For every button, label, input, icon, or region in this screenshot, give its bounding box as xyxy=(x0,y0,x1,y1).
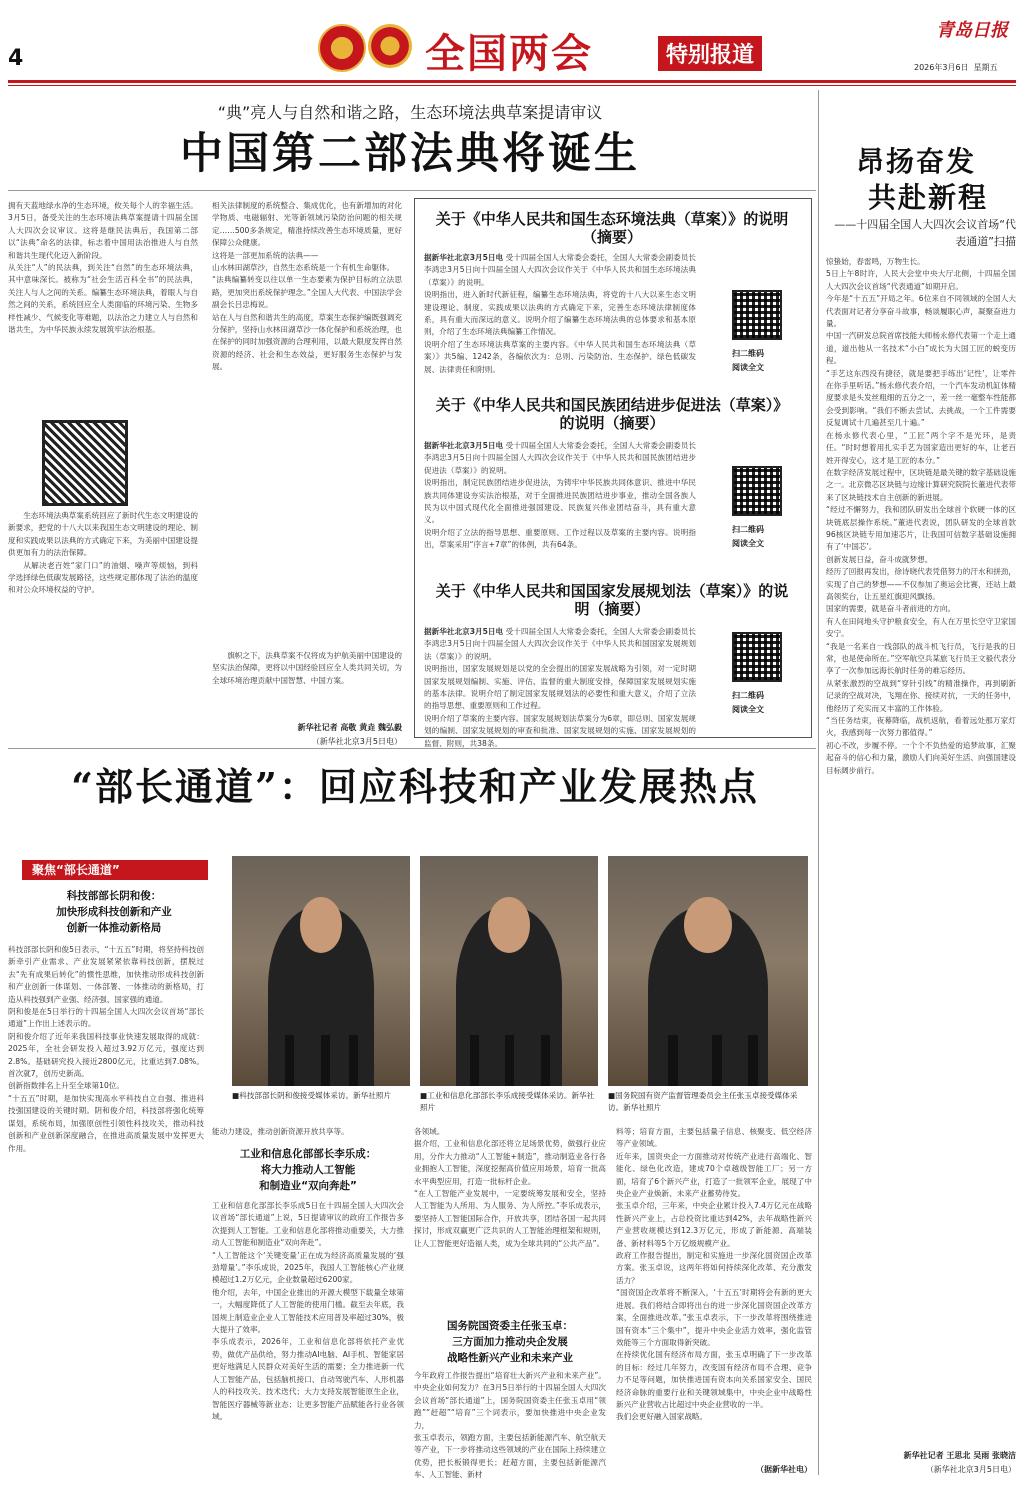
story3-title-line: 战略性新兴产业和未来产业 xyxy=(447,1352,573,1364)
face-shape xyxy=(684,897,732,952)
explanation-1-title: 关于《中华人民共和国生态环境法典（草案）》的说明（摘要） xyxy=(435,210,789,246)
page-number: 4 xyxy=(8,46,24,71)
microphone-icon xyxy=(541,1035,550,1086)
explanation-1-text: 受十四届全国人大常委会委托，全国人大常委会副委员长李鸿忠3月5日向十四届全国人大四次会议作关于《中华人民共和国生态环境法典（草案）》的说明。 说明指出，进入新时代新征程，编纂生态环境法典，将党的十八大以来生态文明建设理论、制度、实践成果以法典的方式确定下来，完善生态环境法律制度体系，具有重大而深远的意义。说明介绍了编纂生态环境法典的总体要求和基本原则，介绍了生态环境法典编纂工作情况。 说明介绍了生态环境法典草案的主要内容。《中华人民共和国生态环境法典（草案）》共5编、1242条，各编依次为：总则、污染防治、生态保护、绿色低碳发展、法律责任和附则。 xyxy=(424,253,696,374)
cppcc-emblem-icon xyxy=(368,24,412,68)
face-shape xyxy=(488,897,531,952)
story2-title xyxy=(212,1146,404,1194)
masthead-rule-thin xyxy=(8,85,1016,86)
microphone-icon xyxy=(321,1035,330,1086)
explanation-3-lead: 据新华社北京3月5日电 xyxy=(424,627,504,636)
section-title: 全国两会 xyxy=(425,30,593,77)
story1-title-line: 科技部部长阴和俊： xyxy=(66,890,162,902)
lead-column-1: 拥有天蓝地绿水净的生态环境，攸关每个人的幸福生活。 3月5日，备受关注的生态环境法典草案提请十四届全国人大四次会议审议。这将是继民法典后，我国第二部以“法典”命名的法律，标志着中国用法治推进人与自然和谐共生现代化迈入新阶段。 从关注“人”的民法典，到关注“自然”的生态环境法典，其中意味深长。被称为“社会生活百科全书”的民法典，关注人与人之间的关系。编纂生态环境法典，着眼人与自然之间的关系，系统回应全人类面临的环境污染、生物多样性减少、气候变化等难题，以法治之力建立人与自然和谐共生，为中华民族永续发展筑牢法治根基。 xyxy=(8,201,198,335)
national-emblem-icon xyxy=(318,24,366,72)
explanation-1-lead: 据新华社北京3月5日电 xyxy=(424,253,504,262)
explanation-2-body xyxy=(424,440,696,570)
story2-title-line: 和制造业“双向奔赴” xyxy=(259,1180,357,1192)
microphone-icon xyxy=(668,1035,678,1086)
story3-continued: 料等；培育方面，主要包括量子信息、核聚变、低空经济等产业领域。 近年来，国资央企一方面推动对传统产业进行高端化、智能化、绿色化改造，建成70个卓越级智能工厂；另一方面，培育了6个新兴产业，打造了一批领军企业，展现了中央企业产业焕新、未来产业蓄势待发。 张玉卓介绍，三年来，中央企业累计投入7.4万亿元在战略性新兴产业上，占总投资比重达到42%，去年战略性新兴产业营收规模达到12.3万亿元，形成了新能源、高端装备、新材料等5个万亿级规模产业。 政府工作报告提出，制定和实施进一步深化国资国企改革方案。张玉卓说，这两年将如何持续深化改革、充分激发活力？ “国资国企改革将不断深入，‘十五五’时期将会有新的更大进展。我们将结合即将出台的进一步深化国资国企改革方案，全面推进改革。”张玉卓表示，下一步改革将围绕推进国有资本“三个集中”，提升中央企业活力效率，强化监管效能等三个方面取得新突破。 在持续优化国有经济布局方面，张玉卓明确了下一步改革的目标：经过几年努力，改变国有经济布局不合理、竞争力不足等问题，加快推进国有资本向关系国家安全、国民经济命脉的重要行业和关键领域集中，中央企业中战略性新兴产业营收占比超过中央企业营收的一半。 我们会更好融入国家战略。 xyxy=(616,1127,812,1422)
lead-dateline: （新华社北京3月5日电） xyxy=(311,737,402,746)
photo-caption: ■科技部部长阴和俊接受媒体采访。新华社照片 xyxy=(232,1091,392,1100)
microphone-icon xyxy=(505,1035,514,1086)
special-label: 特别报道 xyxy=(658,36,762,71)
explanation-2-title: 关于《中华人民共和国民族团结进步促进法（草案）》的说明（摘要） xyxy=(435,396,789,432)
sidebar-divider xyxy=(818,90,819,1475)
lead-column-2: 相关法律制度的系统整合、集成优化，也有新增加的对化学物质、电磁辐射、光等新领域污染防治问题的相关规定……500多条规定，精准持续改善生态环境质量，更好保障公众健康。 这将是一部更加系统的法典—— 山水林田湖草沙，自然生态系统是一个有机生命躯体。 “法典编纂转变以往以单一生态要素为保护目标的立法思路，更加突出系统保护理念。”全国人大代表、中国法学会副会长吕忠梅说。 站在人与自然和谐共生的高度，草案生态保护编既强调充分保护，坚持山水林田湖草沙一体化保护和系统治理，也在保护的同时加强资源的合理利用，以最大限度发挥自然资源的经济、社会和生态效益，更好服务生态保护与发展。 xyxy=(212,201,402,372)
qr-label: 扫二维码 xyxy=(732,349,764,358)
sidebar-dateline: （新华社北京3月5日电） xyxy=(925,1465,1016,1474)
explanation-1-body xyxy=(424,252,696,386)
story2-title-line: 工业和信息化部部长李乐成： xyxy=(239,1148,377,1160)
story2-lead-line: 能动力建设，推动创新资源开放共享等。 xyxy=(212,1127,349,1136)
qr-code-icon xyxy=(732,632,782,682)
qr-label: 阅读全文 xyxy=(732,705,764,714)
story2-body: 工业和信息化部部长李乐成5日在十四届全国人大四次会议首场“部长通道”上说，5日提请审议的政府工作报告多次提到人工智能。工业和信息化部将推动重要关，大力推动人工智能和制造业“双向奔赴”。 “人工智能这个‘关键变量’正在成为经济高质量发展的‘强劲增量’。”李乐成说，2025年，我国人工智能核心产业规模超过1.2万亿元，企业数量超过6200家。 他介绍，去年，中国企业推出的开源大模型下载量全球第一，大幅度降低了人工智能的使用门槛。截至去年底，我国规上制造业企业人工智能技术应用普及率超过30%，极大提升了效率。 李乐成表示，2026年，工业和信息化部将依托产业优势，做优产品供给，努力推动AI电脑、AI手机、智能家居更好地满足人民群众对美好生活的需要；全力推进新一代人工智能产品，包括脑机接口、自动驾驶汽车、人形机器人的科技攻关、技术迭代；大力支持发展智能原生企业，智能医疗器械等新业态；让更多智能产品赋能各行业各领域。 xyxy=(212,1201,404,1421)
photo-caption: ■工业和信息化部部长李乐成接受媒体采访。新华社照片 xyxy=(420,1091,595,1112)
lead-column-1b: 生态环境法典草案系统回应了新时代生态文明建设的新要求，把党的十八大以来我国生态文明建设的理论、制度和实践成果以法典的方式确定下来，为美丽中国建设提供更加有力的法治保障。 从解决老百姓“家门口”的油烟、噪声等烦恼，到科学选择绿色低碳发展路径，这些规定都体现了法治的温度和对公众环境权益的守护。 xyxy=(8,511,198,595)
explanation-3-text: 受十四届全国人大常委会委托，全国人大常委会副委员长李鸿忠3月5日向十四届全国人大四次会议作关于《中华人民共和国国家发展规划法（草案）》的说明。 说明指出，国家发展规划是以党的全会提出的国家发展战略为引领，对一定时期国家发展规划编制、实施、评估、监督的重大制度安排，保障国家发展规划实施的基本法律。说明介绍了制定国家发展规划法的必要性和重大意义，介绍了立法的指导思想、重要原则和工作过程。 说明介绍了草案的主要内容。国家发展规划法草案分为6章，即总则、国家发展规划的编制、国家发展规划的审查和批准、国家发展规划的实施、国家发展规划的监督、附则，共38条。 xyxy=(424,627,696,748)
section-tag: 聚焦“部长通道” xyxy=(22,860,208,880)
lead-byline: 新华社记者 高敬 黄垚 魏弘毅 xyxy=(297,723,402,732)
masthead-date: 2026年3月6日 星期五 xyxy=(914,63,998,72)
sidebar-headline-2: 共赴新程 xyxy=(868,181,989,214)
microphone-icon xyxy=(285,1035,294,1086)
story3-title xyxy=(414,1318,606,1366)
story3-pre: 各领域。 据介绍，工业和信息化部还将立足场景优势，做强行业应用，分作大力推动“人工智能+制造”，推动制造业各行各业拥抱人工智能，深度挖掘高价值应用场景，培育一批高水平典型应用，打造一批标杆企业。 “在人工智能产业发展中，一定要统筹发展和安全，坚持人工智能为人所用、为人服务、为人所控。”李乐成表示，要坚持人工智能国际合作，开放共享，团结各国一起共同探讨，形成双赢更广泛共识的人工智能治理框架和规则，让人工智能更好造福人类，成为全球共同的“公共产品”。 xyxy=(414,1127,606,1248)
story2-title-line: 将大力推动人工智能 xyxy=(260,1164,356,1176)
microphone-icon xyxy=(349,1035,358,1086)
explanation-3-title: 关于《中华人民共和国国家发展规划法（草案）》的说明（摘要） xyxy=(435,582,789,618)
lead-headline: 中国第二部法典将诞生 xyxy=(180,129,640,179)
masthead-rule xyxy=(8,80,1016,83)
qr-label: 阅读全文 xyxy=(732,539,764,548)
story3-body: 今年政府工作报告提出“培育壮大新兴产业和未来产业”。中央企业如何发力？在3月5日举行的十四届全国人大四次会议首场“部长通道”上，国务院国资委主任张玉卓用“领跑”“赶超”“培育”三个词表示，要加快推进中央企业发力， 张玉卓表示，领跑方面，主要包括新能源汽车、航空航天等产业，下一步将推动这些领域的产业在国际上持续建立优势，把长板锻得更长；赶超方面，主要包括新能源汽车、人工智能、新材 xyxy=(414,1371,606,1480)
sidebar-subhead: ——十四届全国人大四次会议首场“代表通道”扫描 xyxy=(834,218,1016,248)
story3-dateline: （据新华社电） xyxy=(756,1465,812,1474)
qr-label: 扫二维码 xyxy=(732,525,764,534)
minister-photo-2 xyxy=(420,856,598,1086)
story1-title-line: 创新一体推动新格局 xyxy=(66,922,162,934)
explanation-3-body xyxy=(424,626,696,748)
microphone-icon xyxy=(748,1035,758,1086)
photo-caption: ■国务院国有资产监督管理委员会主任张玉卓接受媒体采访。新华社照片 xyxy=(608,1091,798,1112)
explanation-2-lead: 据新华社北京3月5日电 xyxy=(424,441,504,450)
explanation-2-text: 受十四届全国人大常委会委托，全国人大常委会副委员长李鸿忠3月5日向十四届全国人大四次会议作关于《中华人民共和国民族团结进步促进法（草案）》的说明。 说明指出，制定民族团结进步促进法，为铸牢中华民族共同体意识、推进中华民族共同体建设夯实法治根基，对于全面推进民族团结进步事业，推动全国各族人民为以中国式现代化全面推进强国建设、民族复兴伟业团结奋斗，具有重大意义。 说明介绍了立法的指导思想、重要原则、工作过程以及草案的主要内容。说明指出，草案采用“序言+7章”的体例，共有64条。 xyxy=(424,441,696,550)
minister-photo-1 xyxy=(232,856,410,1086)
qr-label: 扫二维码 xyxy=(732,691,764,700)
story1-title-line: 加快形成科技创新和产业 xyxy=(56,906,172,918)
lead-rule xyxy=(8,190,816,191)
story1-body: 科技部部长阴和俊5日表示，“十五五”时期，将坚持科技创新牵引产业需求、产业发展紧紧依靠科技创新，摆脱过去“先有成果后转化”的惯性思维，加快推动形成科技创新和产业创新一体谋划、一体部署、一体推动的新格局，打造从科技强到产业强、经济强、国家强的通道。 阴和俊是在5日举行的十四届全国人大四次会议首场“部长通道”上作出上述表示的。 阴和俊介绍了近年来我国科技事业快速发展取得的成就：2025年，全社会研发投入超过3.92万亿元，强度达到2.8%。基础研究投入接近2800亿元，比重达到7.08%。首次就7，创历史新高。 创新指数排名上升至全球第10位。 “十五五”时期，是加快实现高水平科技自立自强、推进科技强国建设的关键时期。阴和俊介绍，科技部将强化统筹谋划，系统布局，加强原创性引领性科技攻关，推动科技创新和产业创新深度融合，在推进高质量发展中发挥更大作用。 xyxy=(8,945,204,1153)
minister-photo-3 xyxy=(608,856,808,1086)
lead-kicker: “典”亮人与自然和谐之路，生态环境法典草案提请审议 xyxy=(217,103,603,122)
microphone-icon xyxy=(712,1035,722,1086)
sidebar-body: 惊蛰始，春雷鸣，万物生长。 5日上午8时许，人民大会堂中央大厅北侧，十四届全国人大四次会议首场“代表通道”如期开启。 今年是“十五五”开局之年。6位来自不同领域的全国人大代表面对记者分享奋斗故事，畅谈履职心声，凝聚奋进力量。 中国一汽研发总院首席技能大师杨永修代表第一个走上通道，道出他从一名技术“小白”成长为大国工匠的蜕变历程。 “手艺这东西没有捷径，就是要把手练出‘记性’，让零件在你手里听话。”杨永修代表介绍，一个汽车发动机缸体精度要求是头发丝粗细的五分之一，差一丝一毫整车性能都会受到影响。“我们不断去尝试、去挑战，一个工件需要反复调试十几遍甚至几十遍。” 在杨永修代表心里，“工匠”两个字不是光环，是责任。“时时想着用扎实手艺为国家造出更好的车，让老百姓开得安心，这才是工匠的本分。” 在数字经济发展过程中，区块链是最关键的数字基础设施之一。北京微芯区块链与边缘计算研究院院长董进代表带来了区块链技术自主创新的新进展。 “经过不懈努力，我和团队研发出全球首个软硬一体的区块链底层操作系统。”董进代表说，团队研发的全球首款96核区块链专用加速芯片，让我国可信数字基础设施拥有了‘中国芯’。 创新发展日益，奋斗成就梦想。 经历了回报再发出，徐诗晓代表凭借努力的汗水和拼劲，实现了自己的梦想——不仅参加了奥运会比赛，还站上最高领奖台，让五星红旗迎风飘扬。 国家的需要，就是奋斗者前进的方向。 有人在田间地头守护粮食安全，有人在万里长空守卫家国安宁。 “我是一名来自一线部队的战斗机飞行员，飞行是我的日常，也是使命所在。”空军航空兵某旅飞行员王文毅代表分享了一次参加远海长航时任务的难忘经历。 从紧张激烈的空战到“穿针引线”的精准操作，再到刷新记录的空战对决，飞翔在你、接续对抗，一天的任务中，他经历了充实而又丰富的工作体验。 “当任务结束，夜幕降临，战机返航，看着远处那万家灯火，我感到每一次努力都值得。” 初心不改，步履不停。一个个不负热爱的追梦故事，汇聚起奋斗的信心和力量，激励人们向美好生活、向强国建设目标阔步前行。 xyxy=(826,257,1016,775)
qr-label: 阅读全文 xyxy=(732,363,764,372)
story3-title-line: 国务院国资委主任张玉卓： xyxy=(447,1320,573,1332)
microphone-icon xyxy=(470,1035,479,1086)
story1-title xyxy=(24,888,204,936)
ministers-headline: “部长通道”：回应科技和产业发展热点 xyxy=(71,764,759,809)
face-shape xyxy=(300,897,343,952)
sidebar-headline-1: 昂扬奋发 xyxy=(856,145,977,178)
qr-code-icon xyxy=(42,420,128,506)
lead-column-2b: 旗帜之下，法典草案不仅将成为护航美丽中国建设的坚实法治保障，更将以中国经验回应全人类共同关切，为全球环境治理贡献中国智慧、中国方案。 xyxy=(212,651,402,685)
qr-code-icon xyxy=(732,290,782,340)
paper-name: 青岛日报 xyxy=(936,20,1008,41)
ministers-rule xyxy=(8,748,816,749)
qr-code-icon xyxy=(732,466,782,516)
story3-title-line: 三方面加力推动央企发展 xyxy=(452,1336,568,1348)
sidebar-byline: 新华社记者 王思北 吴雨 张晓洁 xyxy=(903,1451,1016,1460)
